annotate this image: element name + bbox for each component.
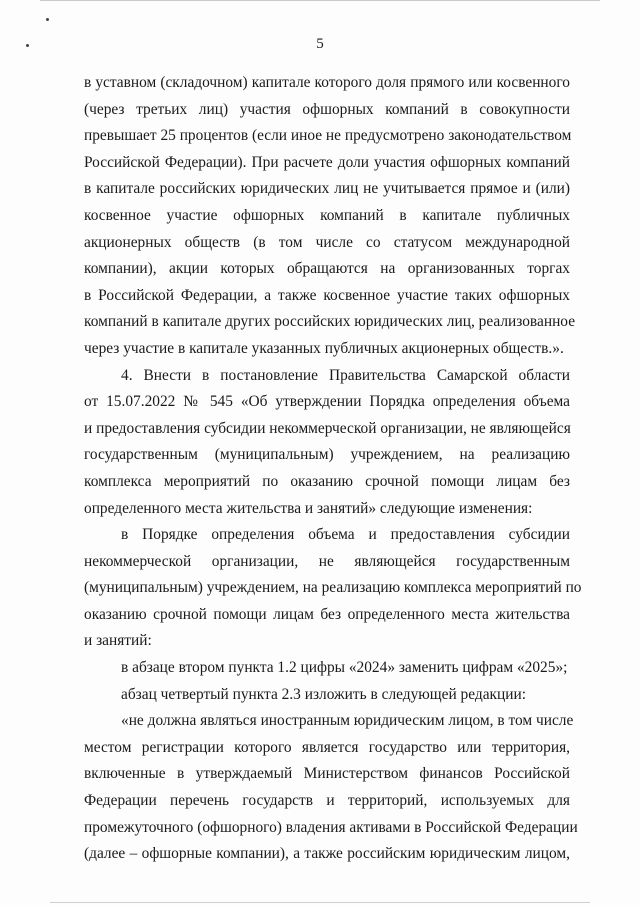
text-line: компании), акции которых обращаются на организованных торгах <box>84 260 570 278</box>
text-line: промежуточного (офшорного) владения активами в Российской Федерации <box>84 818 578 836</box>
text-line: Российской Федерации). При расчете доли участия офшорных компаний <box>84 153 570 171</box>
scan-speck <box>46 18 49 21</box>
text-line: в уставном (складочном) капитале которого доля прямого или косвенного <box>84 74 570 91</box>
text-line: абзац четвертый пункта 2.3 изложить в следующей редакции: <box>121 685 526 703</box>
text-line: в Порядке определения объема и предоставления субсидии <box>121 526 570 544</box>
text-line: (далее – офшорные компании), а также российским юридическим лицом, <box>84 845 570 863</box>
text-line: и предоставления субсидии некоммерческой организации, не являющейся <box>84 419 571 437</box>
text-line: в Российской Федерации, а также косвенное участие таких офшорных <box>84 286 570 304</box>
text-line: компаний в капитале других российских юридических лиц, реализованное <box>84 313 576 331</box>
text-line: определенного места жительства и занятий» следующие изменения: <box>84 499 533 517</box>
text-line: оказанию срочной помощи лицам без определенного места жительства <box>84 605 570 623</box>
scan-top-edge <box>40 0 600 1</box>
scan-bottom-edge <box>50 902 590 903</box>
text-line: косвенное участие офшорных компаний в капитале публичных <box>84 206 570 224</box>
text-line: через участие в капитале указанных публичных акционерных обществ.». <box>84 339 564 357</box>
text-line: (муниципальным) учреждением, на реализацию комплекса мероприятий по <box>84 579 582 597</box>
text-line: 4. Внести в постановление Правительства Самарской области <box>121 366 570 384</box>
text-line: комплекса мероприятий по оказанию срочной помощи лицам без <box>84 472 570 490</box>
text-line: местом регистрации которого является государство или территория, <box>84 738 570 756</box>
text-line: включенные в утверждаемый Министерством финансов Российской <box>84 765 570 783</box>
text-line: государственным (муниципальным) учреждением, на реализацию <box>84 446 570 464</box>
text-line: Федерации перечень государств и территорий, используемых для <box>84 792 570 810</box>
text-line: превышает 25 процентов (если иное не предусмотрено законодательством <box>84 127 572 145</box>
text-line: «не должна являться иностранным юридическим лицом, в том числе <box>121 712 574 730</box>
text-line: акционерных обществ (в том числе со статусом международной <box>84 233 570 251</box>
text-line: и занятий: <box>84 632 152 650</box>
text-line: в капитале российских юридических лиц не учитывается прямое и (или) <box>84 180 570 198</box>
text-line: некоммерческой организации, не являющейся государственным <box>84 552 570 570</box>
text-line: (через третьих лиц) участия офшорных компаний в совокупности <box>84 100 570 118</box>
text-line: в абзаце втором пункта 1.2 цифры «2024» заменить цифрам «2025»; <box>121 659 568 677</box>
page-number: 5 <box>316 36 324 52</box>
document-body <box>84 70 582 868</box>
text-line: от 15.07.2022 № 545 «Об утверждении Порядка определения объема <box>84 393 570 411</box>
